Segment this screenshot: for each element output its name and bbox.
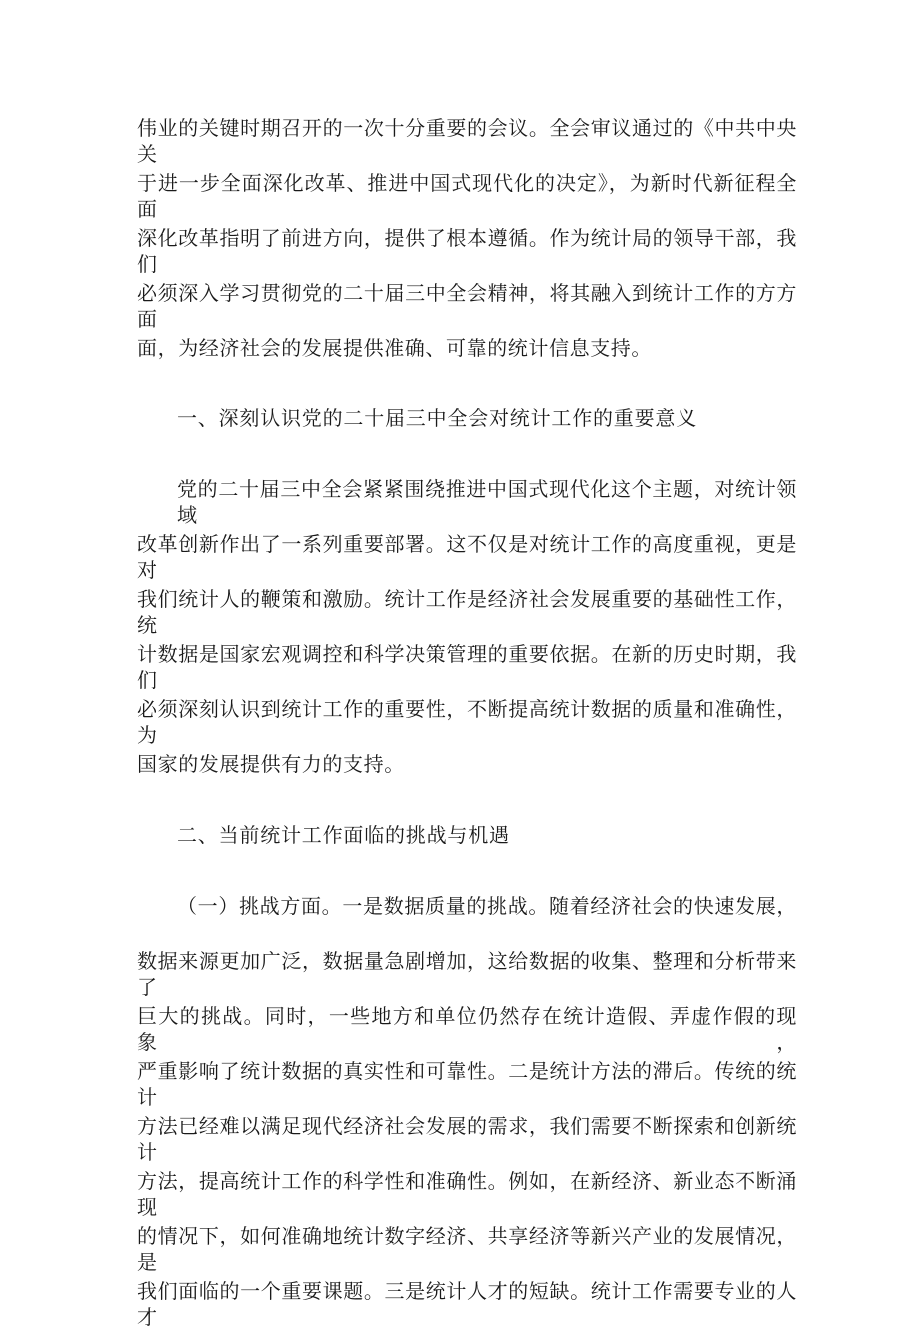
paragraph-line: 深化改革指明了前进方向，提供了根本遵循。作为统计局的领导干部，我们 xyxy=(137,226,797,276)
paragraph-line: （一）挑战方面。一是数据质量的挑战。随着经济社会的快速发展， xyxy=(177,894,797,918)
paragraph-line: 严重影响了统计数据的真实性和可靠性。二是统计方法的滞后。传统的统计 xyxy=(137,1059,797,1109)
paragraph-line: 于进一步全面深化改革、推进中国式现代化的决定》，为新时代新征程全面 xyxy=(137,171,797,221)
paragraph-line: 改革创新作出了一系列重要部署。这不仅是对统计工作的高度重视，更是对 xyxy=(137,532,797,582)
paragraph-line: 方法，提高统计工作的科学性和准确性。例如，在新经济、新业态不断涌现 xyxy=(137,1169,797,1219)
paragraph-line: 方法已经难以满足现代经济社会发展的需求，我们需要不断探索和创新统计 xyxy=(137,1114,797,1164)
paragraph-line: 我们统计人的鞭策和激励。统计工作是经济社会发展重要的基础性工作，统 xyxy=(137,587,797,637)
paragraph-line: 计数据是国家宏观调控和科学决策管理的重要依据。在新的历史时期，我们 xyxy=(137,642,797,692)
paragraph-line: 伟业的关键时期召开的一次十分重要的会议。全会审议通过的《中共中央关 xyxy=(137,116,797,166)
paragraph-line: 的情况下，如何准确地统计数字经济、共享经济等新兴产业的发展情况，是 xyxy=(137,1224,797,1274)
paragraph-line: 国家的发展提供有力的支持。 xyxy=(137,752,405,776)
paragraph-line: 数据来源更加广泛，数据量急剧增加，这给数据的收集、整理和分析带来了 xyxy=(137,949,797,999)
paragraph-line: 巨大的挑战。同时，一些地方和单位仍然存在统计造假、弄虚作假的现象， xyxy=(137,1004,797,1054)
paragraph-line: 必须深刻认识到统计工作的重要性，不断提高统计数据的质量和准确性，为 xyxy=(137,697,797,747)
section-heading: 二、当前统计工作面临的挑战与机遇 xyxy=(177,823,510,847)
paragraph-line: 面，为经济社会的发展提供准确、可靠的统计信息支持。 xyxy=(137,336,652,360)
paragraph-line: 我们面临的一个重要课题。三是统计人才的短缺。统计工作需要专业的人才 xyxy=(137,1279,797,1329)
section-heading: 一、深刻认识党的二十届三中全会对统计工作的重要意义 xyxy=(177,406,697,430)
paragraph-line: 必须深入学习贯彻党的二十届三中全会精神，将其融入到统计工作的方方面 xyxy=(137,281,797,331)
paragraph-line: 党的二十届三中全会紧紧围绕推进中国式现代化这个主题，对统计领域 xyxy=(177,477,797,527)
